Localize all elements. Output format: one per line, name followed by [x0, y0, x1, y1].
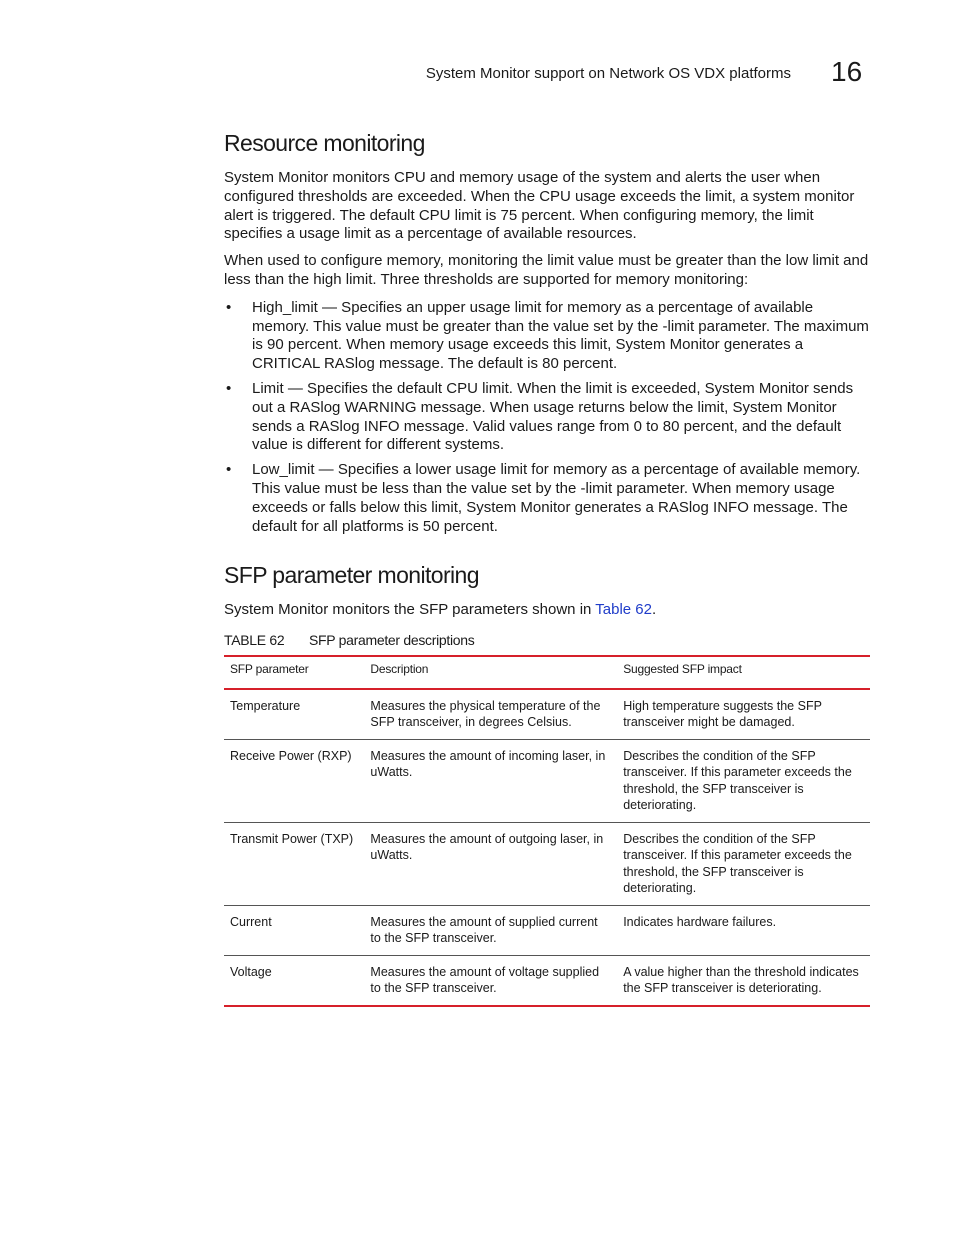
list-item-text: High_limit — Specifies an upper usage limit for memory as a percentage of available memory. This value must be greater than the value set by the -limit parameter. The maximum is 90 percent. When memory usage exceeds this limit, System Monitor generates a CRITICAL RASlog message. The default is 80 percent. [252, 298, 869, 373]
table-number: TABLE 62 [224, 632, 285, 649]
list-item-text: Limit — Specifies the default CPU limit. When the limit is exceeded, System Monitor sends out a RASlog WARNING message. When usage returns below the limit, System Monitor sends a RASlog INFO message. Valid values range from 0 to 80 percent, and the default value is different for different systems. [252, 379, 854, 454]
list-item [224, 299, 870, 374]
chapter-number: 16 [831, 56, 863, 87]
table-row [224, 955, 870, 1006]
section-heading-sfp: SFP parameter monitoring [224, 562, 479, 589]
cell-impact: Indicates hardware failures. [617, 905, 870, 955]
header-title: System Monitor support on Network OS VDX platforms [425, 65, 791, 82]
cell-description: Measures the physical temperature of the SFP transceiver, in degrees Celsius. [364, 689, 617, 740]
cell-description: Measures the amount of voltage supplied to the SFP transceiver. [370, 964, 600, 996]
list-item-text: Low_limit — Specifies a lower usage limit for memory as a percentage of available memory. This value must be less than the value set by the -limit parameter. When memory usage exceeds or falls below this limit, System Monitor generates a RASlog INFO message. The default for all platforms is 50 percent. [252, 461, 861, 535]
table-row [224, 905, 870, 955]
column-header-description: Description [364, 656, 617, 689]
cell-description: Measures the amount of incoming laser, in uWatts. [364, 739, 617, 822]
table-row [224, 822, 870, 905]
sfp-intro-end: . [651, 601, 657, 619]
column-header-parameter: SFP parameter [224, 656, 364, 689]
cell-description: Measures the amount of supplied current to the SFP transceiver. [364, 905, 617, 955]
list-item [224, 461, 870, 536]
cell-parameter: Voltage [230, 964, 272, 979]
sfp-intro-text: System Monitor monitors the SFP parameters shown in [224, 601, 596, 619]
threshold-list [224, 299, 870, 537]
section-heading-resource: Resource monitoring [224, 130, 425, 156]
cell-impact: High temperature suggests the SFP transceiver might be damaged. [617, 689, 870, 740]
table-row [224, 739, 870, 822]
page-content [224, 130, 870, 1007]
cell-impact: A value higher than the threshold indicates the SFP transceiver is deteriorating. [623, 964, 859, 996]
table-62-link[interactable]: Table 62 [595, 601, 652, 619]
bullet-icon: • [226, 379, 232, 397]
list-item [224, 380, 870, 455]
table-header-row [224, 656, 870, 689]
cell-impact: Describes the condition of the SFP transceiver. If this parameter exceeds the threshold, the SFP transceiver is deteriorating. [617, 739, 870, 822]
resource-paragraph-1: System Monitor monitors CPU and memory usage of the system and alerts the user when configured thresholds are exceeded. When the CPU usage exceeds the limit, a system monitor alert is triggered. The default CPU limit is 75 percent. When configuring memory, the limit specifies a usage limit as a percentage of available resources. [224, 169, 855, 243]
table-title: SFP parameter descriptions [309, 632, 475, 649]
cell-impact: Describes the condition of the SFP transceiver. If this parameter exceeds the threshold, the SFP transceiver is deteriorating. [617, 822, 870, 905]
table-row [224, 689, 870, 740]
bullet-icon: • [226, 298, 232, 316]
cell-parameter: Transmit Power (TXP) [224, 822, 364, 905]
page-header [0, 56, 954, 96]
cell-parameter: Receive Power (RXP) [224, 739, 364, 822]
cell-parameter: Temperature [224, 689, 364, 740]
sfp-parameter-table [224, 655, 870, 1007]
bullet-icon: • [226, 461, 232, 479]
table-caption [224, 632, 870, 652]
cell-parameter: Current [224, 905, 364, 955]
resource-paragraph-2: When used to configure memory, monitoring the limit value must be greater than the low limit and less than the high limit. Three thresholds are supported for memory monitoring: [224, 252, 869, 288]
sfp-intro [224, 601, 870, 620]
cell-description: Measures the amount of outgoing laser, in uWatts. [364, 822, 617, 905]
column-header-impact: Suggested SFP impact [617, 656, 870, 689]
